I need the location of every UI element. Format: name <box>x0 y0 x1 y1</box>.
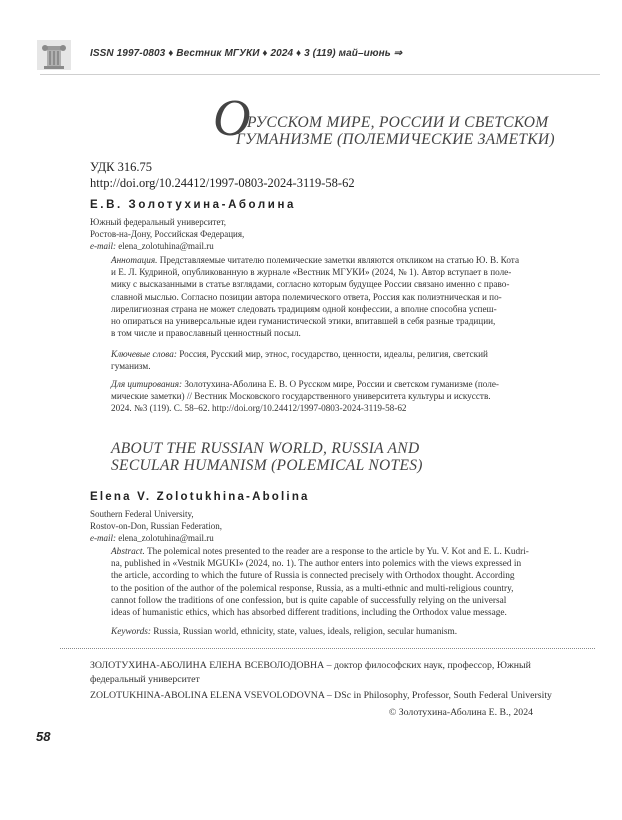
citation-ru <box>111 378 533 415</box>
affiliation-line: Южный федеральный университет, <box>90 217 226 227</box>
bio-line: ЗОЛОТУХИНА-АБОЛИНА ЕЛЕНА ВСЕВОЛОДОВНА – доктор философских наук, профессор, Южный <box>90 660 531 671</box>
author-email-ru <box>90 240 244 252</box>
keywords-label: Keywords: <box>111 627 151 637</box>
abstract-line: но опираться на универсальные идеи гуманистической этики, впитавшей в себя разные традиции, <box>111 316 496 327</box>
title-ru-line1: РУССКОМ МИРЕ, РОССИИ И СВЕТСКОМ <box>247 114 549 131</box>
affiliation-line: Southern Federal University, <box>90 509 194 519</box>
abstract-line: в том числе и православный ценностный посыл. <box>111 328 301 339</box>
email-label: e-mail: <box>90 533 116 544</box>
citation-line: мические заметки) // Вестник Московского государственного университета культуры и искусств. <box>111 391 491 402</box>
column-logo-icon <box>37 40 71 70</box>
abstract-line: the article, according to which the future of Russia is connected precisely with Orthodox thought. According <box>111 571 515 582</box>
bio-line: федеральный университет <box>90 673 200 685</box>
citation-label: Для цитирования: <box>111 379 183 389</box>
author-email-en <box>90 532 222 544</box>
keywords-label: Ключевые слова: <box>111 349 177 359</box>
email-label: e-mail: <box>90 241 116 252</box>
author-bio-ru <box>90 659 533 686</box>
email-address[interactable]: elena_zolotuhina@mail.ru <box>118 533 214 544</box>
header-divider <box>40 74 600 75</box>
dotted-separator <box>60 648 595 649</box>
author-affiliation-en <box>90 508 222 545</box>
keywords-text: Russia, Russian world, ethnicity, state, values, ideals, religion, secular humanism. <box>153 627 458 637</box>
keywords-line: гуманизм. <box>111 361 151 372</box>
title-en-line1: ABOUT THE RUSSIAN WORLD, RUSSIA AND <box>111 440 420 457</box>
affiliation-line: Rostov-on-Don, Russian Federation, <box>90 521 222 532</box>
author-bio-en: ZOLOTUKHINA-ABOLINA ELENA VSEVOLODOVNA – DSc in Philosophy, Professor, South Federal University <box>90 690 552 701</box>
copyright-notice: © Золотухина-Аболина Е. В., 2024 <box>388 707 533 718</box>
abstract-line: cannot follow the traditions of one confession, but is quite capable of successfully relying on the universal <box>111 595 507 606</box>
abstract-en <box>111 546 533 619</box>
title-initial: О <box>213 90 251 147</box>
keywords-line: Россия, Русский мир, этнос, государство, ценности, идеалы, религия, светский <box>179 349 488 359</box>
title-ru-line2: ГУМАНИЗМЕ (ПОЛЕМИЧЕСКИЕ ЗАМЕТКИ) <box>236 131 555 148</box>
doi-link[interactable]: http://doi.org/10.24412/1997-0803-2024-3119-58-62 <box>90 176 355 190</box>
abstract-label: Abstract. <box>111 547 145 557</box>
author-name-ru: Е.В. Золотухина-Аболина <box>90 199 296 211</box>
abstract-ru <box>111 254 533 339</box>
page-number: 58 <box>36 729 51 744</box>
udk-code: УДК 316.75 <box>90 160 152 174</box>
keywords-ru <box>111 348 533 372</box>
citation-line: 2024. №3 (119). С. 58–62. http://doi.org/10.24412/1997-0803-2024-3119-58-62 <box>111 403 407 414</box>
abstract-line: to the position of the author of the polemical response, Russia, as a multi-ethnic and multi-religious country, <box>111 583 514 594</box>
abstract-line: Представляемые читателю полемические заметки являются откликом на статью Ю. В. Кота <box>159 255 520 265</box>
abstract-line: славной мыслью. Согласно позиции автора полемического ответа, Россия как полиэтническая и по- <box>111 291 502 302</box>
keywords-en <box>111 626 533 638</box>
abstract-line: лирелигиозная страна не может следовать традициям одной конфессии, а вполне способна успеш- <box>111 303 497 314</box>
abstract-line: мику с высказанными в статье взглядами, согласно которым будущее России связано именно с право- <box>111 279 510 290</box>
journal-header: ISSN 1997-0803 ♦ Вестник МГУКИ ♦ 2024 ♦ 3 (119) май–июнь ⇒ <box>90 48 403 59</box>
author-affiliation-ru <box>90 216 244 253</box>
author-name-en: Elena V. Zolotukhina-Abolina <box>90 491 310 503</box>
abstract-line: The polemical notes presented to the reader are a response to the article by Yu. V. Kot and E. L. Kudri- <box>147 547 529 557</box>
abstract-line: и Е. Л. Кудриной, опубликованную в журнале «Вестник МГУКИ» (2024, № 1). Автор вступает в поле- <box>111 267 512 278</box>
citation-line: Золотухина-Аболина Е. В. О Русском мире, России и светском гуманизме (поле- <box>184 379 499 389</box>
abstract-line: na, published in «Vestnik MGUKI» (2024, no. 1). The author enters into polemics with the views expressed in <box>111 559 522 570</box>
email-address[interactable]: elena_zolotuhina@mail.ru <box>118 241 214 252</box>
abstract-label: Аннотация. <box>111 255 158 265</box>
title-en-line2: SECULAR HUMANISM (POLEMICAL NOTES) <box>111 457 423 474</box>
abstract-line: ideas of humanistic ethics, which has absorbed different traditions, including the Orthodox value message. <box>111 608 507 619</box>
affiliation-line: Ростов-на-Дону, Российская Федерация, <box>90 229 245 240</box>
